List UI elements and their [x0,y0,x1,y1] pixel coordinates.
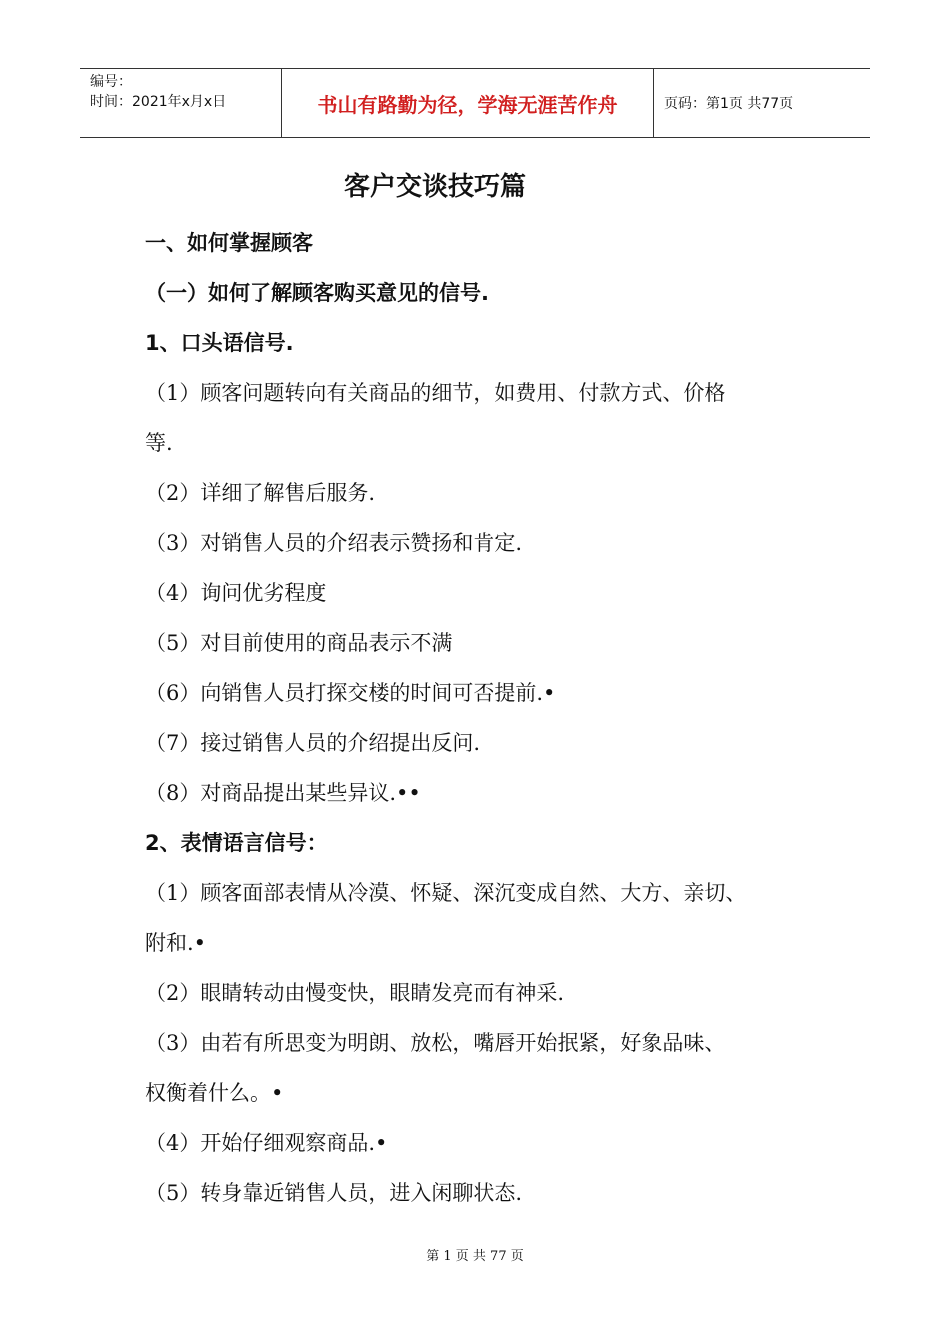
time-label: 时间：2021年x月x日 [90,94,227,110]
document-body [145,218,835,1218]
body-line: 2、表情语言信号： [145,831,328,855]
body-line: （7）接过销售人员的介绍提出反问. [145,731,481,755]
body-line: （1）顾客面部表情从冷漠、怀疑、深沉变成自然、大方、亲切、 [145,881,747,905]
body-line: （5）对目前使用的商品表示不满 [145,631,453,655]
body-line: （4）开始仔细观察商品.• [145,1131,388,1155]
body-line: （2）详细了解售后服务. [145,481,376,505]
body-line: （5）转身靠近销售人员，进入闲聊状态. [145,1181,523,1205]
header-motto: 书山有路勤为径，学海无涯苦作舟 [282,69,654,137]
body-line: 一、如何掌握顾客 [145,231,313,255]
body-line: （1）顾客问题转向有关商品的细节，如费用、付款方式、价格 [145,381,726,405]
body-line: 等. [145,431,173,455]
body-line: 权衡着什么。• [145,1081,284,1105]
body-line: （4）询问优劣程度 [145,581,327,605]
number-label: 编号： [90,74,132,90]
body-line: （3）由若有所思变为明朗、放松，嘴唇开始抿紧，好象品味、 [145,1031,726,1055]
body-line: （2）眼睛转动由慢变快，眼睛发亮而有神采. [145,981,565,1005]
header-meta [80,69,282,137]
page-footer: 第 1 页 共 77 页 [426,1249,524,1264]
body-line: （8）对商品提出某些异议.•• [145,781,421,805]
body-line: （一）如何了解顾客购买意见的信号. [145,281,489,305]
body-line: （3）对销售人员的介绍表示赞扬和肯定. [145,531,523,555]
header-table [80,68,870,138]
body-line: 1、口头语信号. [145,331,294,355]
body-line: （6）向销售人员打探交楼的时间可否提前.• [145,681,556,705]
header-page-info: 页码：第1页 共77页 [664,96,794,112]
body-line: 附和.• [145,931,207,955]
document-title: 客户交谈技巧篇 [343,172,526,202]
